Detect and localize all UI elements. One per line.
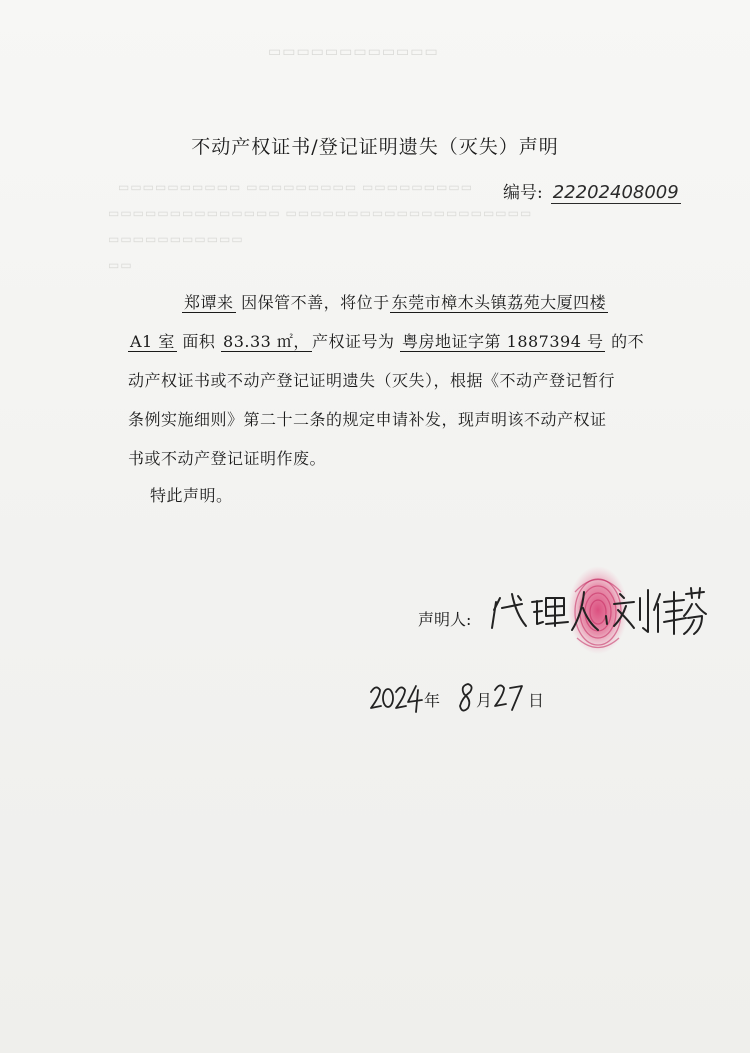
certificate-number: 粤房地证字第 1887394 号 — [402, 332, 604, 351]
document-title: 不动产权证书/登记证明遗失（灭失）声明 — [191, 136, 559, 158]
closing-statement: 特此声明。 — [150, 486, 233, 505]
body-line-1 — [182, 290, 608, 313]
handwritten-day — [492, 680, 526, 714]
show-through-text: ▭▭▭▭▭▭▭▭▭▭▭▭ — [268, 44, 439, 60]
serial-number — [503, 178, 681, 203]
body-line-4: 条例实施细则》第二十二条的规定申请补发，现声明该不动产权证 — [128, 410, 607, 429]
handwritten-year — [368, 682, 426, 714]
owner-name: 郑谭来 — [184, 293, 234, 312]
show-through-text: ▭▭ — [108, 258, 133, 272]
year-label: 年 — [424, 691, 441, 710]
serial-label: 编号: — [503, 183, 543, 203]
show-through-text: ▭▭▭▭▭▭▭▭▭▭ ▭▭▭▭▭▭▭▭▭ ▭▭▭▭▭▭▭▭▭ — [118, 180, 474, 194]
serial-value: 22202408009 — [552, 182, 679, 203]
declarant-label: 声明人: — [418, 610, 472, 629]
show-through-text: ▭▭▭▭▭▭▭▭▭▭▭ — [108, 232, 244, 246]
property-area: 83.33 ㎡， — [223, 332, 310, 351]
month-label: 月 — [476, 691, 493, 710]
day-label: 日 — [528, 691, 545, 710]
show-through-text: ▭▭▭▭▭▭▭▭▭▭▭▭▭▭ ▭▭▭▭▭▭▭▭▭▭▭▭▭▭▭▭▭▭▭▭ — [108, 206, 533, 220]
property-unit: A1 室 — [130, 332, 175, 351]
handwritten-month — [456, 680, 476, 716]
property-address: 东莞市樟木头镇荔苑大厦四楼 — [391, 293, 607, 312]
body-line-3: 动产权证书或不动产登记证明遗失（灭失），根据《不动产登记暂行 — [128, 371, 616, 390]
body-line-2 — [128, 329, 644, 352]
body-text: 产权证号为 — [311, 332, 395, 351]
body-text: 的不 — [611, 332, 645, 351]
declaration-date — [368, 676, 568, 726]
handwritten-signature — [488, 580, 708, 640]
body-line-5: 书或不动产登记证明作废。 — [128, 449, 327, 468]
body-text: 面积 — [182, 332, 216, 351]
body-text: 因保管不善，将位于 — [241, 293, 390, 312]
